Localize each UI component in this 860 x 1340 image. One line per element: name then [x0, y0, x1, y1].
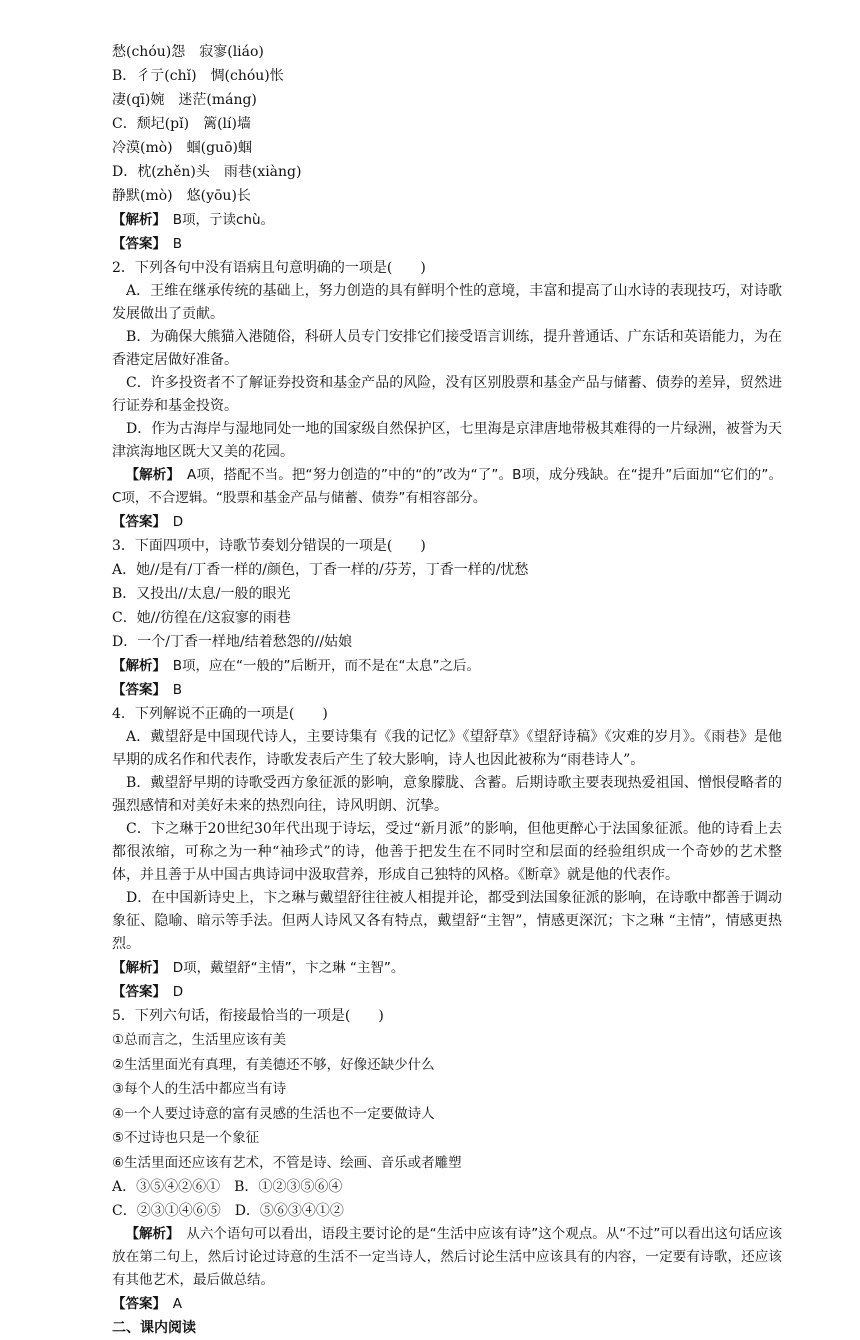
answer-label: 【答案】 — [112, 984, 160, 1000]
q5-options-ab: A．③⑤④②⑥① B．①②③⑤⑥④ — [112, 1179, 343, 1195]
q1-analysis-text: B项，亍读chù。 — [159, 212, 275, 228]
q3-option-d: D．一个/丁香一样地/结着愁怨的//姑娘 — [112, 634, 353, 650]
q3-answer-text: B — [159, 682, 183, 698]
q4-answer-text: D — [159, 984, 184, 1000]
q3-option-a: A．她//是有/丁香一样的/颜色，丁香一样的/芬芳，丁香一样的/忧愁 — [112, 562, 529, 578]
q4-analysis — [112, 956, 782, 980]
q5-sentence-2: ②生活里面光有真理，有美德还不够，好像还缺少什么 — [112, 1056, 435, 1073]
q3-answer — [112, 678, 782, 702]
q5-sentence-3: ③每个人的生活中都应当有诗 — [112, 1081, 287, 1097]
option-d-line-1: D．枕(zhěn)头 雨巷(xiàng) — [112, 164, 302, 180]
analysis-label: 【解析】 — [112, 212, 160, 228]
option-c-line-1: C．颓圮(pǐ) 篱(lí)墙 — [112, 116, 251, 132]
analysis-label: 【解析】 — [125, 1226, 173, 1242]
analysis-label: 【解析】 — [112, 960, 160, 976]
q2-answer-text: D — [159, 514, 184, 530]
q1-analysis — [112, 208, 782, 232]
q2-option-c: C．许多投资者不了解证券投资和基金产品的风险，没有区别股票和基金产品与储蓄、债券的差异，贸然进行证券和基金投资。 — [112, 375, 782, 414]
q1-answer-text: B — [159, 236, 183, 252]
q1-answer — [112, 232, 782, 256]
answer-label: 【答案】 — [112, 1296, 160, 1312]
q4-option-b: B．戴望舒早期的诗歌受西方象征派的影响，意象朦胧、含蓄。后期诗歌主要表现热爱祖国、憎恨侵略者的强烈感情和对美好未来的热烈向往，诗风明朗、沉挚。 — [112, 775, 782, 814]
q5-analysis — [112, 1223, 782, 1292]
q5-answer-text: A — [159, 1296, 182, 1312]
q2-option-b: B．为确保大熊猫入港随俗，科研人员专门安排它们接受语言训练，提升普通话、广东话和英语能力，为在香港定居做好准备。 — [112, 329, 782, 368]
analysis-label: 【解析】 — [112, 658, 160, 674]
option-b-line-2: 凄(qī)婉 迷茫(máng) — [112, 92, 257, 108]
q2-option-d: D．作为古海岸与湿地同处一地的国家级自然保护区，七里海是京津唐地带极其难得的一片绿洲，被誉为天津滨海地区既大又美的花园。 — [112, 421, 782, 460]
q2-analysis-text: A项，搭配不当。把“努力创造的”中的“的”改为“了”。B项，成分残缺。在“提升”后面加“它们的”。C项，不合逻辑。“股票和基金产品与储蓄、债券”有相容部分。 — [112, 467, 783, 506]
q3-analysis — [112, 654, 782, 678]
section-heading: 二、课内阅读 — [112, 1320, 196, 1336]
q5-analysis-text: 从六个语句可以看出，语段主要讨论的是“生活中应该有诗”这个观点。从“不过”可以看出这句话应该放在第二句上，然后讨论过诗意的生活不一定当诗人，然后讨论生活中应该具有的内容，一定要有诗歌，还应该有其他艺术，最后做总结。 — [112, 1226, 782, 1288]
q5-answer — [112, 1292, 782, 1316]
q3-stem: 3．下面四项中，诗歌节奏划分错误的一项是( ) — [112, 538, 426, 554]
q5-sentence-5: ⑤不过诗也只是一个象征 — [112, 1130, 260, 1146]
q5-sentence-4: ④一个人要过诗意的富有灵感的生活也不一定要做诗人 — [112, 1105, 435, 1122]
option-c-line-2: 冷漠(mò) 蝈(guō)蝈 — [112, 140, 252, 156]
answer-label: 【答案】 — [112, 682, 160, 698]
q5-options-cd: C．②③①④⑥⑤ D．⑤⑥③④①② — [112, 1203, 344, 1219]
analysis-label: 【解析】 — [125, 467, 174, 483]
q5-stem: 5．下列六句话，衔接最恰当的一项是( ) — [112, 1008, 384, 1024]
answer-label: 【答案】 — [112, 514, 160, 530]
q2-analysis — [112, 464, 782, 510]
q2-option-a: A．王维在继承传统的基础上，努力创造的具有鲜明个性的意境，丰富和提高了山水诗的表现技巧，对诗歌发展做出了贡献。 — [112, 283, 782, 322]
q2-answer — [112, 510, 782, 534]
q3-analysis-text: B项，应在“一般的”后断开，而不是在“太息”之后。 — [159, 658, 480, 674]
q5-sentence-1: ①总而言之，生活里应该有美 — [112, 1032, 287, 1048]
q4-stem: 4．下列解说不正确的一项是( ) — [112, 706, 328, 722]
q4-option-a: A．戴望舒是中国现代诗人，主要诗集有《我的记忆》《望舒草》《望舒诗稿》《灾难的岁月》。《雨巷》是他早期的成名作和代表作，诗歌发表后产生了较大影响，诗人也因此被称为“雨巷诗人”。 — [112, 729, 782, 768]
q4-option-c: C．卞之琳于20世纪30年代出现于诗坛，受过“新月派”的影响，但他更醉心于法国象征派。他的诗看上去都很浓缩，可称之为一种“袖珍式”的诗，他善于把发生在不同时空和层面的经验组织成一个奇妙的艺术整体，并且善于从中国古典诗词中汲取营养，形成自己独特的风格。《断章》就是他的代表作。 — [112, 821, 782, 883]
q2-stem: 2．下列各句中没有语病且句意明确的一项是( ) — [112, 260, 426, 276]
q4-analysis-text: D项，戴望舒“主情”，卞之琳 “主智”。 — [159, 960, 405, 976]
q4-option-d: D．在中国新诗史上，卞之琳与戴望舒往往被人相提并论，都受到法国象征派的影响，在诗歌中都善于调动象征、隐喻、暗示等手法。但两人诗风又各有特点，戴望舒“主智”，情感更深沉；卞之琳 “主情”，情感更热烈。 — [112, 890, 782, 952]
option-b-line-1: B．彳亍(chǐ) 惆(chóu)怅 — [112, 68, 284, 84]
option-a-line-2: 愁(chóu)怨 寂寥(liáo) — [112, 44, 264, 60]
q4-answer — [112, 980, 782, 1004]
q5-sentence-6: ⑥生活里面还应该有艺术，不管是诗、绘画、音乐或者雕塑 — [112, 1154, 462, 1171]
answer-label: 【答案】 — [112, 236, 160, 252]
q3-option-c: C．她//彷徨在/这寂寥的雨巷 — [112, 610, 291, 626]
option-d-line-2: 静默(mò) 悠(yōu)长 — [112, 188, 251, 204]
q3-option-b: B．又投出//太息/一般的眼光 — [112, 586, 291, 602]
